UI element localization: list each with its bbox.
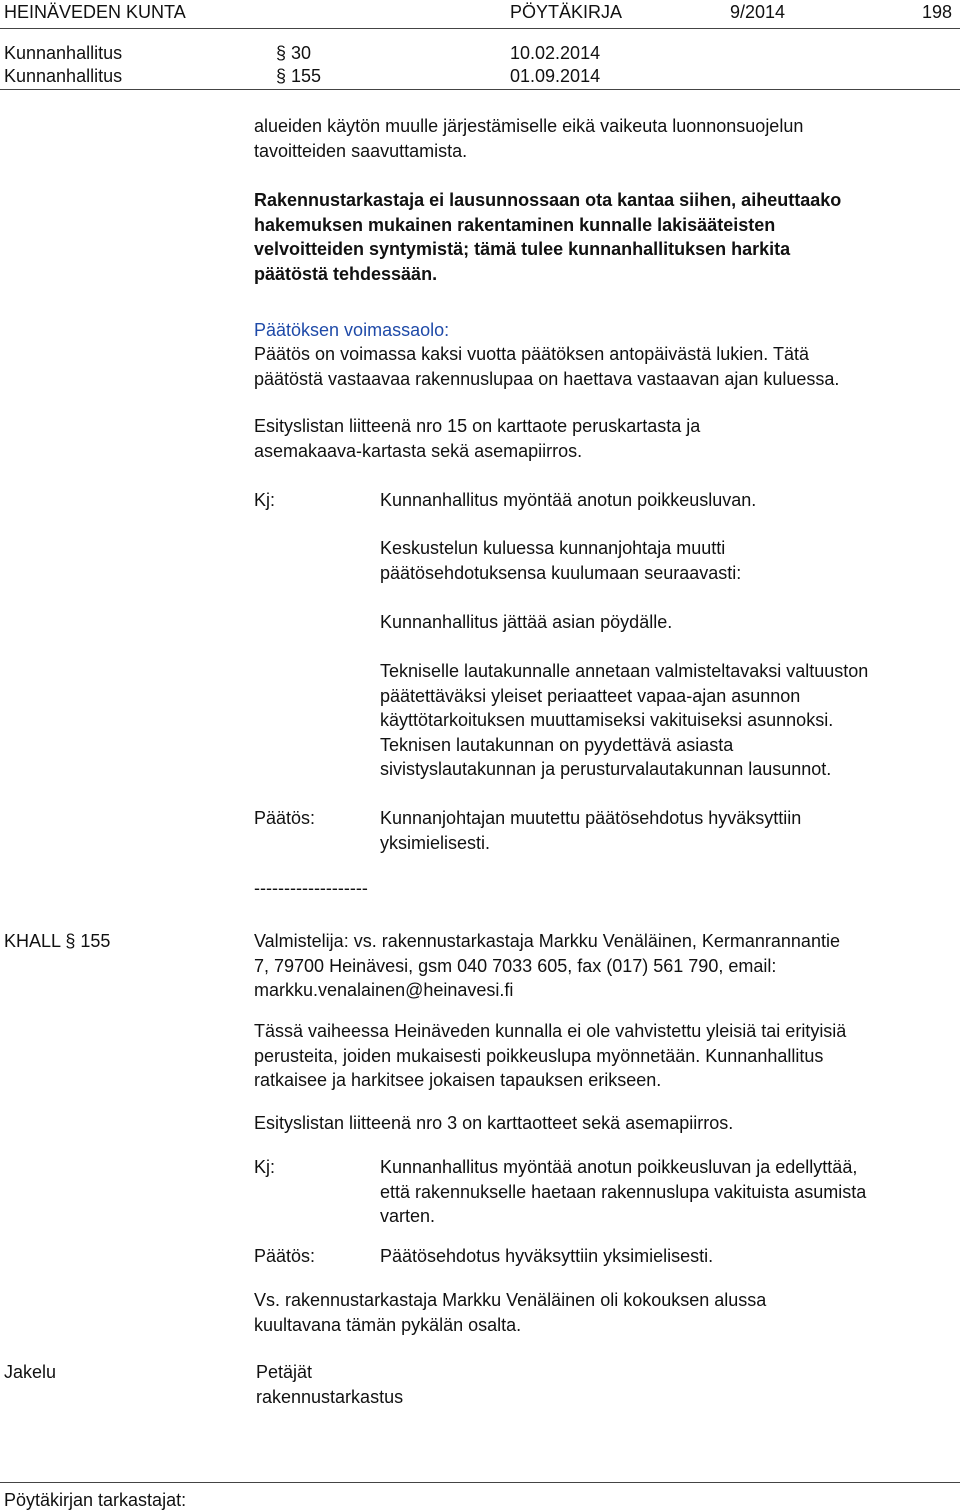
distribution-item: rakennustarkastus xyxy=(256,1386,404,1407)
distribution-list xyxy=(256,1360,403,1409)
kj-proposal: Kunnanhallitus myöntää anotun poikkeusluvan. xyxy=(380,490,757,510)
decision-text-155: Päätösehdotus hyväksyttiin yksimielisesti. xyxy=(380,1246,714,1266)
absence-note: Vs. rakennustarkastaja Markku Venäläinen oli kokouksen alussa kuultavana tämän pykälän osalta. xyxy=(254,1290,767,1335)
decision-label: Päätös: xyxy=(254,808,316,828)
municipality-name: HEINÄVEDEN KUNTA xyxy=(4,2,186,22)
header-body-1: Kunnanhallitus xyxy=(4,43,123,63)
technical-board-text: Tekniselle lautakunnalle annetaan valmisteltavaksi valtuuston päätettäväksi yleiset periaatteet vapaa-ajan asunnon käyttötarkoituksen muuttamiseksi vakituiseksi asunnoksi. Teknisen lautakunnan on pyydettävä asiasta sivistyslautakunnan ja perusturvalautakunnan lausunnot. xyxy=(380,661,869,779)
distribution-label: Jakelu xyxy=(4,1362,57,1382)
section-separator: ------------------- xyxy=(254,878,368,898)
header-divider xyxy=(0,28,960,29)
header-body-2: Kunnanhallitus xyxy=(4,66,123,86)
decision-label-155: Päätös: xyxy=(254,1246,316,1266)
decision-text: Kunnanjohtajan muutettu päätösehdotus hyväksyttiin yksimielisesti. xyxy=(380,808,802,853)
header-date-1: 10.02.2014 xyxy=(510,43,601,63)
header-section-1: § 30 xyxy=(276,43,312,63)
page-number: 198 xyxy=(922,2,953,22)
reviewers-label: Pöytäkirjan tarkastajat: xyxy=(4,1490,187,1510)
header-date-2: 01.09.2014 xyxy=(510,66,601,86)
kj-label: Kj: xyxy=(254,490,276,510)
header-divider-bottom xyxy=(0,89,960,90)
policy-paragraph: Tässä vaiheessa Heinäveden kunnalla ei ole vahvistettu yleisiä tai erityisiä perusteita, joiden mukaisesti poikkeuslupa myönnetään. Kunnanhallitus ratkaisee ja harkitsee jokaisen tapauksen erikseen. xyxy=(254,1021,847,1090)
attachment-note: Esityslistan liitteenä nro 15 on karttaote peruskartasta ja asemakaava-kartasta sekä asemapiirros. xyxy=(254,416,701,461)
attachment-note-155: Esityslistan liitteenä nro 3 on karttaotteet sekä asemapiirros. xyxy=(254,1113,734,1133)
inspector-statement: Rakennustarkastaja ei lausunnossaan ota kantaa siihen, aiheuttaako hakemuksen mukainen rakentaminen kunnalle lakisääteisten velvoitteiden syntymistä; tämä tulee kunnanhallituksen harkita päätöstä tehdessään. xyxy=(254,190,842,284)
preparer-info: Valmistelija: vs. rakennustarkastaja Markku Venäläinen, Kermanrannantie 7, 79700 Heinävesi, gsm 040 7033 605, fax (017) 561 790, email: markku.venalainen@heinavesi.fi xyxy=(254,931,840,1000)
document-type: PÖYTÄKIRJA xyxy=(510,2,623,22)
validity-heading: Päätöksen voimassaolo: xyxy=(254,320,450,340)
kj-label-155: Kj: xyxy=(254,1157,276,1177)
footer-divider xyxy=(0,1482,960,1483)
header-section-2: § 155 xyxy=(276,66,322,86)
document-number: 9/2014 xyxy=(730,2,786,22)
discussion-text: Keskustelun kuluessa kunnanjohtaja muutti päätösehdotuksensa kuulumaan seuraavasti: xyxy=(380,538,742,583)
section-reference: KHALL § 155 xyxy=(4,931,111,951)
intro-paragraph: alueiden käytön muulle järjestämiselle eikä vaikeuta luonnonsuojelun tavoitteiden saavuttamista. xyxy=(254,116,804,161)
tabling-text: Kunnanhallitus jättää asian pöydälle. xyxy=(380,612,673,632)
validity-text: Päätös on voimassa kaksi vuotta päätöksen antopäivästä lukien. Tätä päätöstä vastaavaa rakennuslupaa on haettava vastaavan ajan kuluessa. xyxy=(254,344,840,389)
distribution-item: Petäjät xyxy=(256,1362,313,1382)
kj-proposal-155: Kunnanhallitus myöntää anotun poikkeusluvan ja edellyttää, että rakennukselle haetaan rakennuslupa vakituista asumista varten. xyxy=(380,1157,867,1226)
